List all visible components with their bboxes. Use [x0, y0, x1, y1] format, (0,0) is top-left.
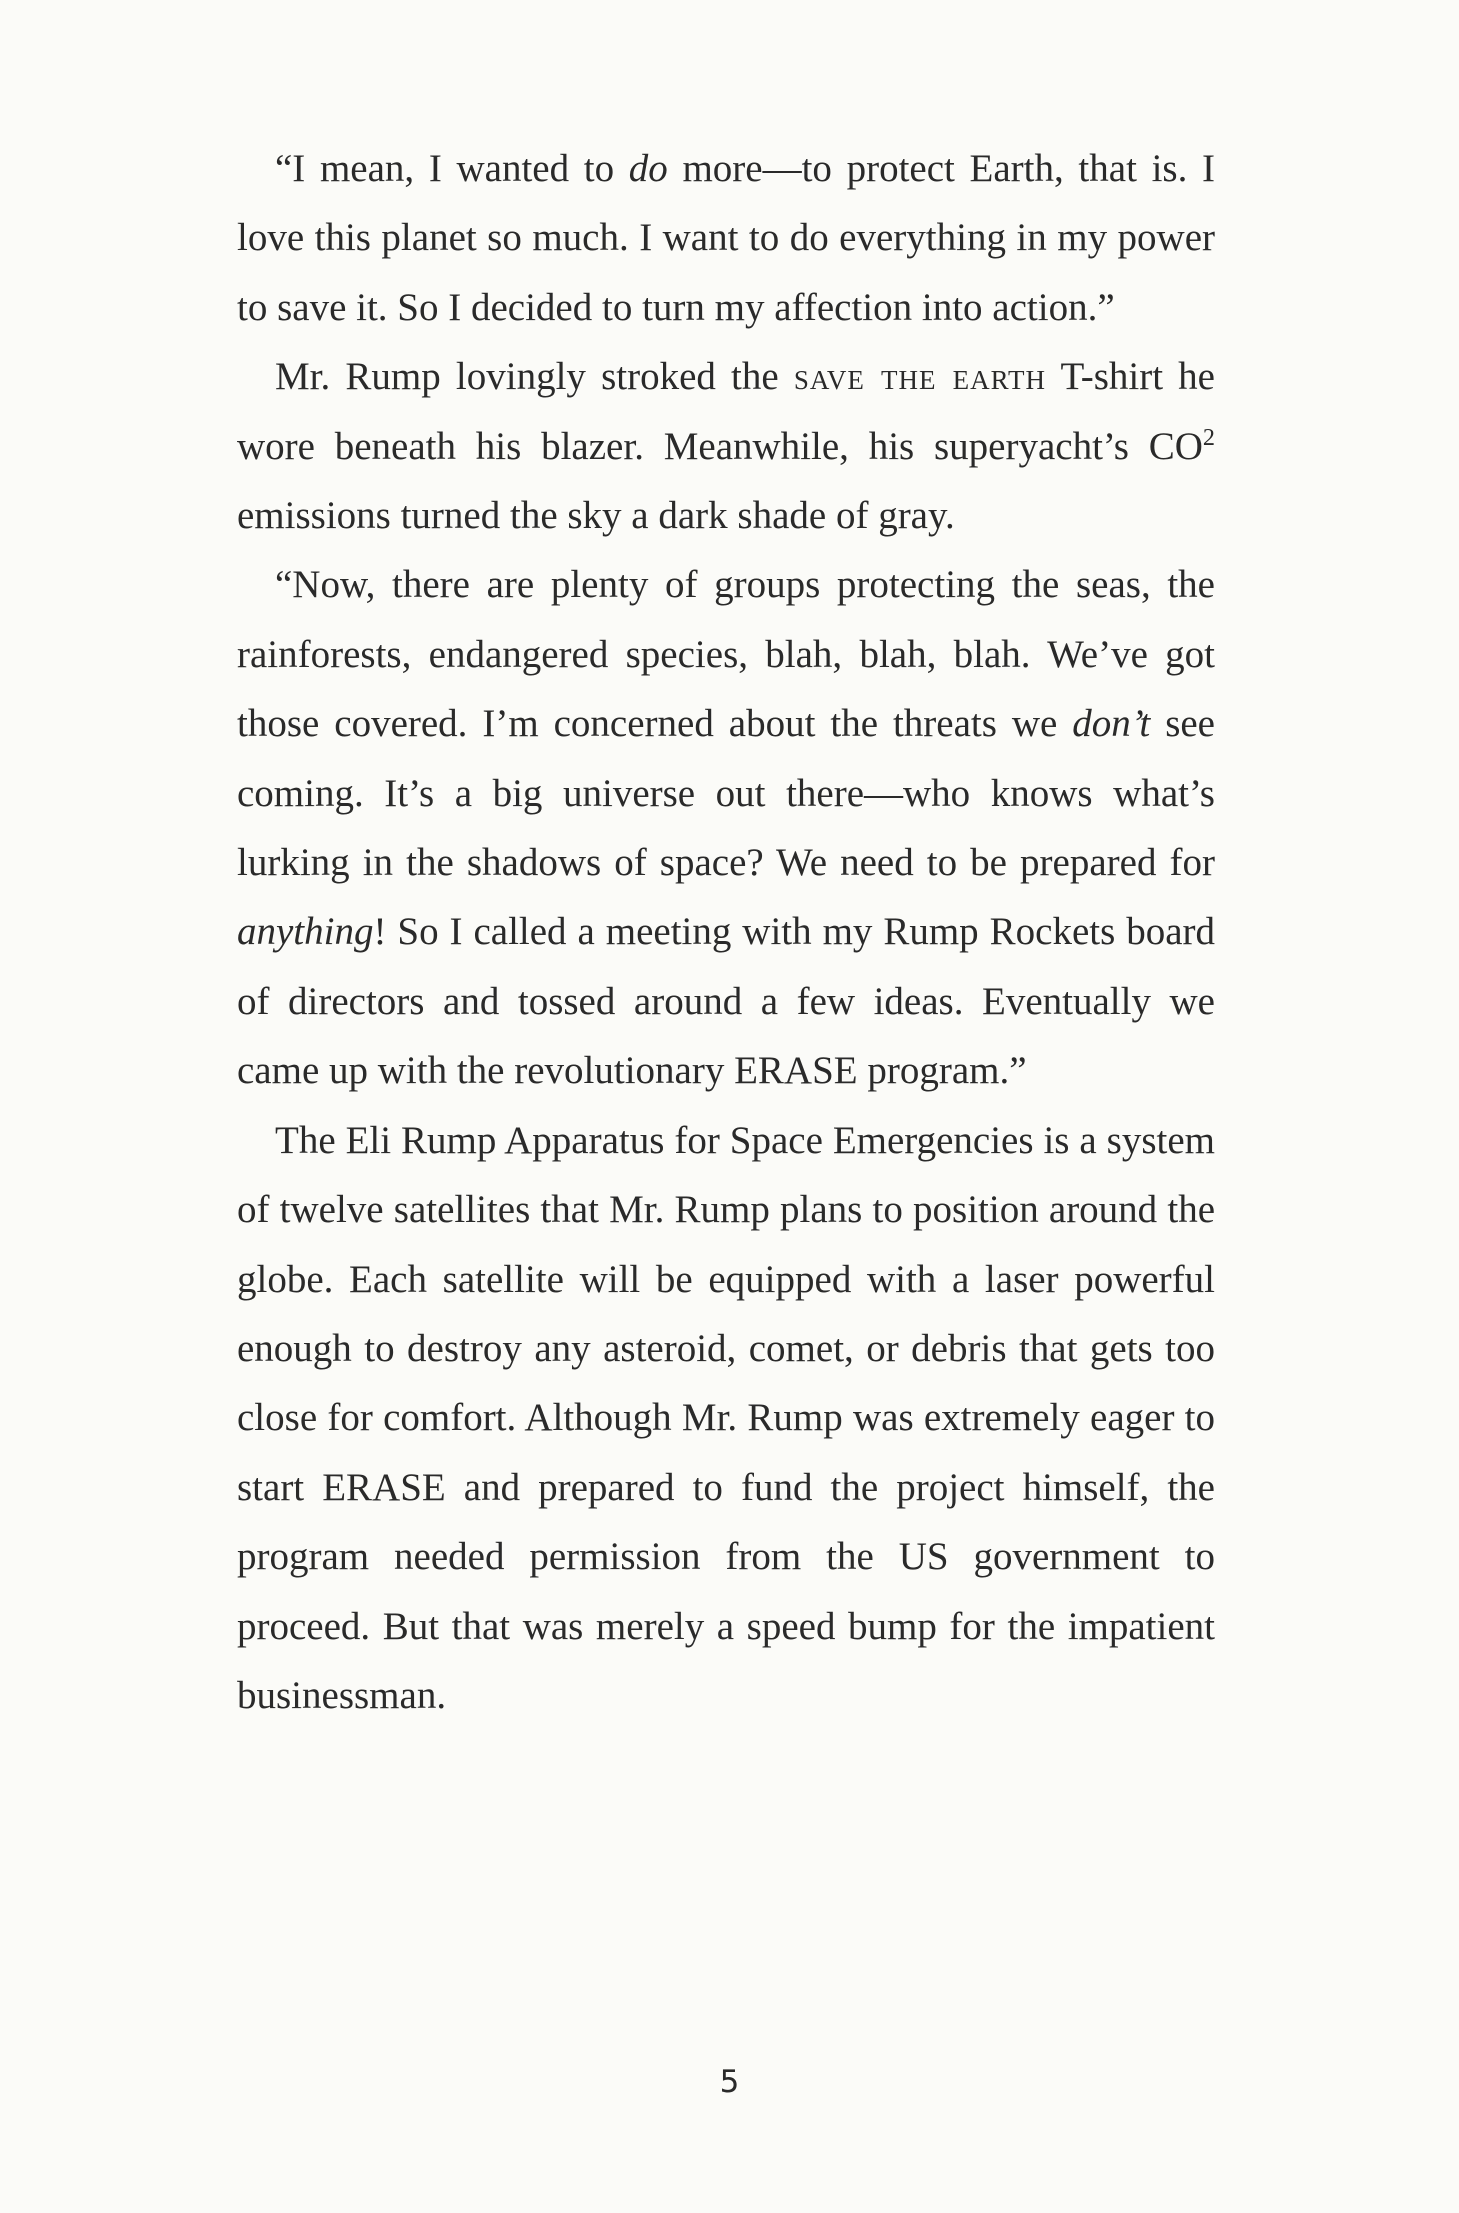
p3-text-b: see coming. It’s a big universe out there—who knows what’s lurking in the shadows of space? We need to be prepared for [237, 702, 1215, 885]
body-text [237, 134, 1215, 1730]
p2-smallcaps-save-the-earth: save the earth [793, 355, 1047, 399]
page-number: 5 [719, 2064, 740, 2100]
p3-italic-dont: don’t [1072, 702, 1151, 746]
paragraph-3 [237, 550, 1215, 1105]
p3-italic-anything: anything [237, 910, 374, 954]
p1-italic-do: do [628, 147, 668, 190]
p4-text-a: The Eli Rump Apparatus for Space Emergencies is a system of twelve satellites that Mr. Rump plans to position around the globe. Each satellite will be equipped with a laser powerful enough to destroy any asteroid, comet, or debris that gets too close for comfort. Although Mr. Rump was extremely eager to start ERASE and prepared to fund the project himself, the program needed permission from the US government to proceed. But that was merely a speed bump for the impatient businessman. [237, 1118, 1215, 1717]
p2-text-c: emissions turned the sky a dark shade of gray. [237, 494, 955, 538]
p3-text-a: “Now, there are plenty of groups protecting the seas, the rainforests, endangered species, blah, blah, blah. We’ve got those covered. I’m concerned about the threats we [237, 563, 1215, 746]
p2-text-a: Mr. Rump lovingly stroked the [275, 355, 794, 399]
p1-text-b: more—to protect Earth, that is. I love this planet so much. I want to do everything in my power to save it. So I decided to turn my affection into action.” [237, 147, 1215, 329]
paragraph-4 [237, 1106, 1215, 1731]
p3-text-c: ! So I called a meeting with my Rump Rockets board of directors and tossed around a few ideas. Eventually we came up with the revolutionary ERASE program.” [237, 910, 1215, 1093]
p2-superscript: 2 [1202, 423, 1215, 451]
paragraph-1 [237, 134, 1215, 342]
paragraph-2 [237, 342, 1215, 550]
p2-text-b: T-shirt he wore beneath his blazer. Meanwhile, his superyacht’s CO [237, 355, 1215, 468]
p1-text-a: “I mean, I wanted to [275, 147, 629, 190]
